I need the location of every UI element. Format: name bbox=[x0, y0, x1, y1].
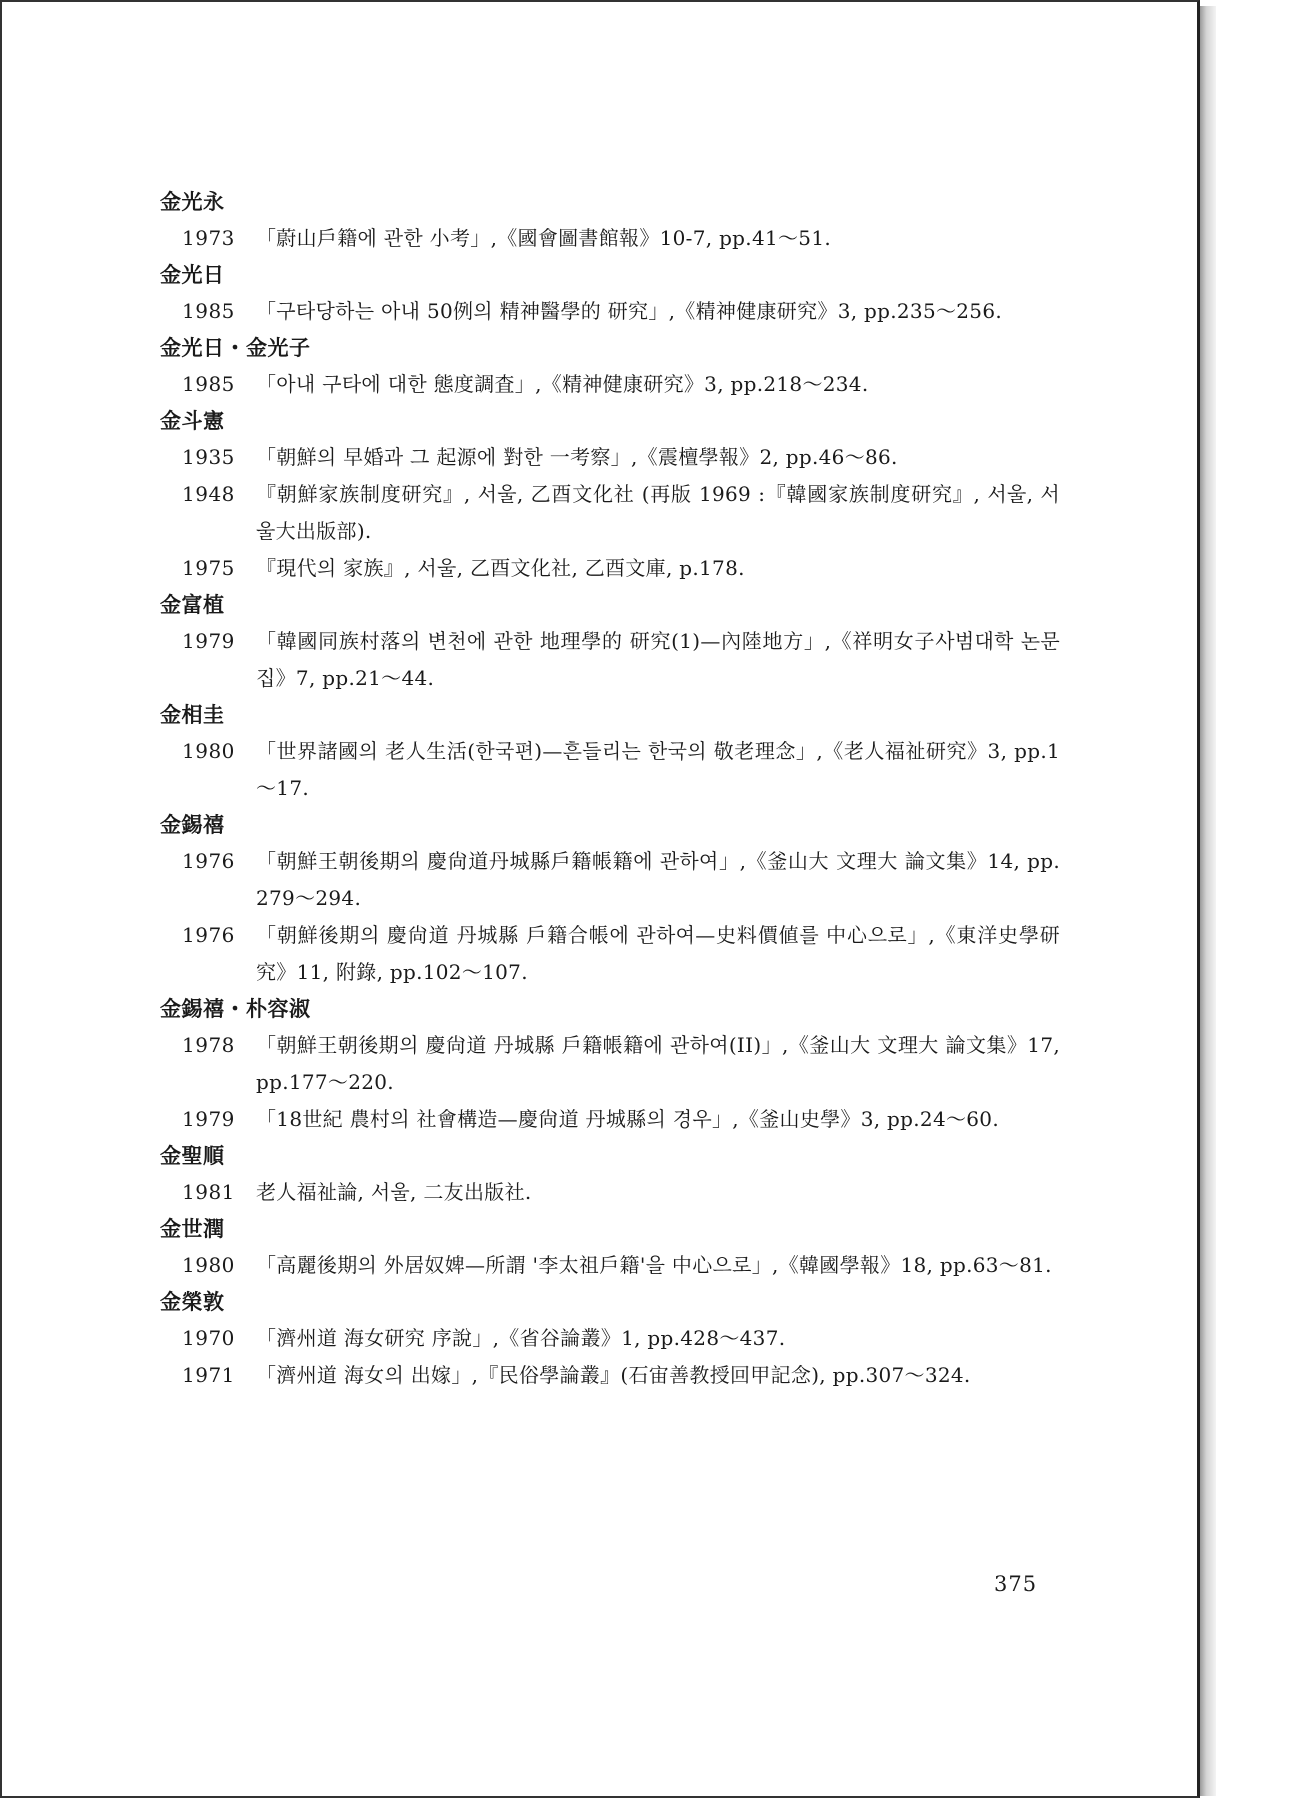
entry-reference: 『朝鮮家族制度研究』, 서울, 乙酉文化社 (再版 1969 :『韓國家族制度研究』, 서울, 서울大出版部). bbox=[256, 482, 1060, 543]
author-heading: 金光永 bbox=[160, 190, 225, 214]
bibliography-entry bbox=[160, 1174, 1060, 1211]
author-heading: 金榮敦 bbox=[160, 1290, 225, 1314]
entry-reference: 「蔚山戶籍에 관한 小考」,《國會圖書館報》10-7, pp.41～51. bbox=[256, 226, 831, 250]
bibliography-entry bbox=[160, 623, 1060, 697]
bibliography-entry bbox=[160, 1027, 1060, 1101]
background-margin bbox=[1216, 0, 1302, 1806]
page-number: 375 bbox=[994, 1572, 1038, 1596]
entry-reference: 『現代의 家族』, 서울, 乙酉文化社, 乙酉文庫, p.178. bbox=[256, 556, 745, 580]
entry-reference: 「濟州道 海女의 出嫁」,『民俗學論叢』(石宙善教授回甲記念), pp.307～324. bbox=[256, 1363, 971, 1387]
bibliography-entry bbox=[160, 1320, 1060, 1357]
entry-reference: 「구타당하는 아내 50例의 精神醫學的 研究」,《精神健康研究》3, pp.235～256. bbox=[256, 299, 1003, 323]
bibliography-entry bbox=[160, 1247, 1060, 1284]
entry-reference: 「朝鮮王朝後期의 慶尙道丹城縣戶籍帳籍에 관하여」,《釜山大 文理大 論文集》14, pp.279～294. bbox=[256, 849, 1060, 910]
entry-reference: 「世界諸國의 老人生活(한국편)—흔들리는 한국의 敬老理念」,《老人福祉研究》3, pp.1～17. bbox=[256, 739, 1060, 800]
entry-reference: 「朝鮮의 早婚과 그 起源에 對한 一考察」,《震檀學報》2, pp.46～86. bbox=[256, 445, 898, 469]
entry-year: 1979 bbox=[182, 1107, 235, 1131]
entry-year: 1970 bbox=[182, 1326, 235, 1350]
author-heading: 金聖順 bbox=[160, 1144, 225, 1168]
entry-year: 1980 bbox=[182, 739, 235, 763]
entry-year: 1985 bbox=[182, 299, 235, 323]
bibliography-entry bbox=[160, 843, 1060, 917]
bibliography-entry bbox=[160, 550, 1060, 587]
entry-year: 1976 bbox=[182, 923, 235, 947]
author-heading: 金富植 bbox=[160, 593, 225, 617]
entry-reference: 「아내 구타에 대한 態度調査」,《精神健康研究》3, pp.218～234. bbox=[256, 372, 869, 396]
author-heading: 金世潤 bbox=[160, 1217, 225, 1241]
author-heading: 金斗憲 bbox=[160, 409, 225, 433]
entry-year: 1976 bbox=[182, 849, 235, 873]
author-heading: 金錫禧・朴容淑 bbox=[160, 997, 311, 1021]
entry-reference: 「18世紀 農村의 社會構造—慶尙道 丹城縣의 경우」,《釜山史學》3, pp.24～60. bbox=[256, 1107, 999, 1131]
author-heading: 金錫禧 bbox=[160, 813, 225, 837]
bibliography-entry bbox=[160, 733, 1060, 807]
entry-year: 1948 bbox=[182, 482, 235, 506]
bibliography-entry bbox=[160, 1101, 1060, 1138]
entry-reference: 「濟州道 海女研究 序說」,《省谷論叢》1, pp.428～437. bbox=[256, 1326, 786, 1350]
bibliography-entry bbox=[160, 1357, 1060, 1394]
author-heading: 金相圭 bbox=[160, 703, 225, 727]
entry-reference: 「朝鮮後期의 慶尙道 丹城縣 戶籍合帳에 관하여—史料價値를 中心으로」,《東洋史學研究》11, 附錄, pp.102～107. bbox=[256, 923, 1060, 984]
bibliography-entry bbox=[160, 917, 1060, 991]
entry-year: 1978 bbox=[182, 1033, 235, 1057]
entry-year: 1981 bbox=[182, 1180, 235, 1204]
entry-year: 1980 bbox=[182, 1253, 235, 1277]
author-heading: 金光日・金光子 bbox=[160, 336, 311, 360]
entry-reference: 「朝鮮王朝後期의 慶尙道 丹城縣 戶籍帳籍에 관하여(II)」,《釜山大 文理大 論文集》17, pp.177～220. bbox=[256, 1033, 1060, 1094]
bibliography-entry bbox=[160, 366, 1060, 403]
entry-year: 1971 bbox=[182, 1363, 235, 1387]
author-heading: 金光日 bbox=[160, 263, 225, 287]
entry-reference: 「高麗後期의 外居奴婢—所謂 '李太祖戶籍'을 中心으로」,《韓國學報》18, pp.63～81. bbox=[256, 1253, 1052, 1277]
entry-year: 1935 bbox=[182, 445, 235, 469]
entry-reference: 老人福祉論, 서울, 二友出版社. bbox=[256, 1180, 532, 1204]
entry-year: 1985 bbox=[182, 372, 235, 396]
bibliography-entry bbox=[160, 439, 1060, 476]
page-edge-shadow bbox=[1200, 6, 1216, 1796]
bibliography-entry bbox=[160, 293, 1060, 330]
bibliography-list bbox=[160, 184, 1060, 1394]
bibliography-entry bbox=[160, 220, 1060, 257]
entry-reference: 「韓國同族村落의 변천에 관한 地理學的 研究(1)—內陸地方」,《祥明女子사범대학 논문집》7, pp.21～44. bbox=[256, 629, 1060, 690]
bibliography-entry bbox=[160, 476, 1060, 550]
entry-year: 1975 bbox=[182, 556, 235, 580]
entry-year: 1973 bbox=[182, 226, 235, 250]
entry-year: 1979 bbox=[182, 629, 235, 653]
